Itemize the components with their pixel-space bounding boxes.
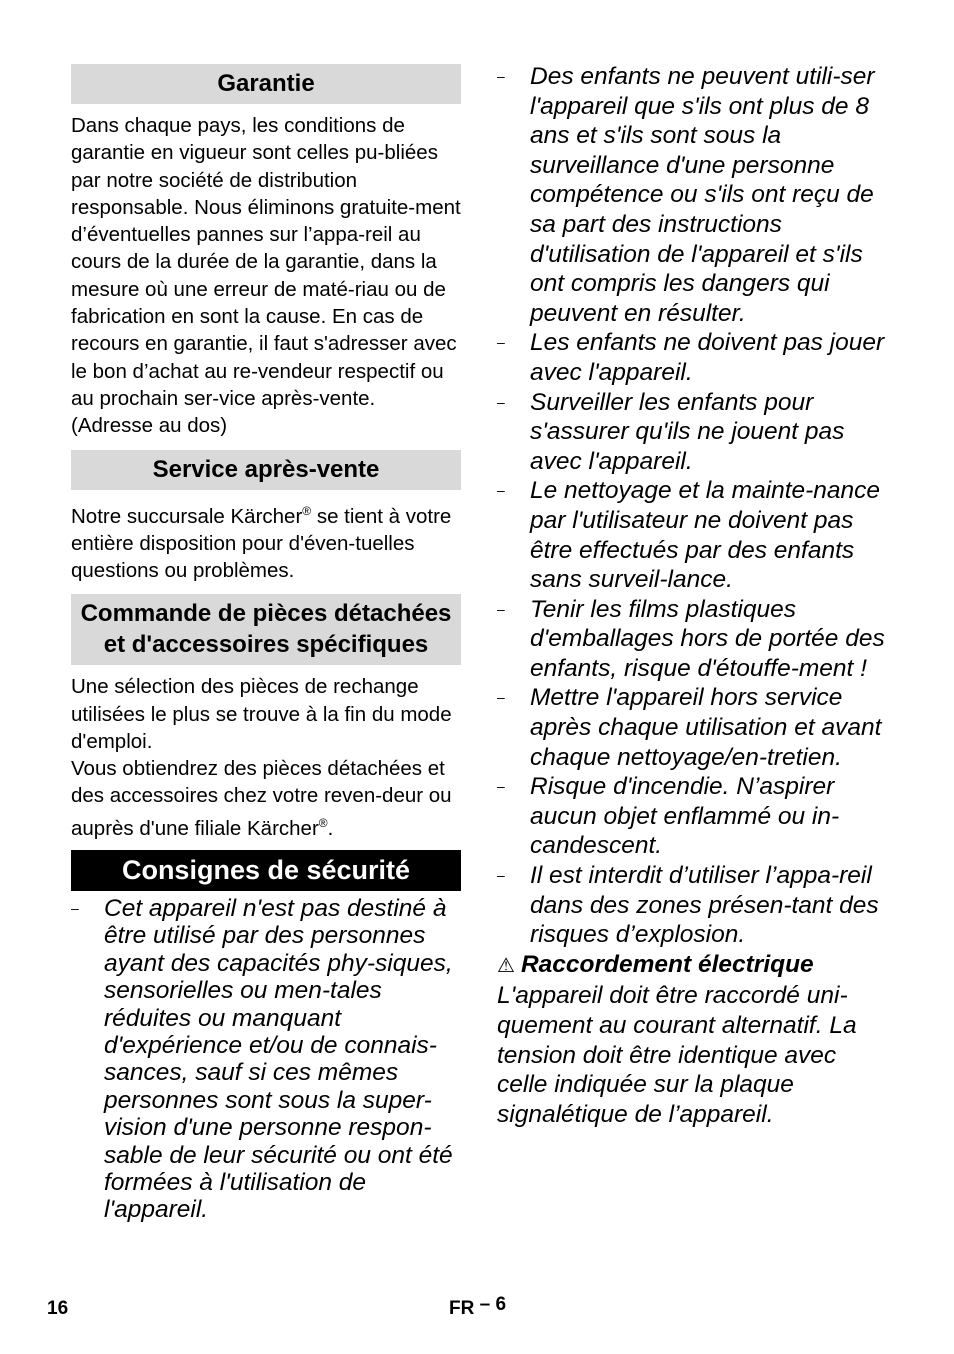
- dash-icon: –: [497, 68, 505, 84]
- dash-icon: –: [497, 689, 505, 706]
- page-number: 16: [47, 1298, 69, 1319]
- dash-icon: –: [497, 778, 505, 795]
- dash-icon: –: [497, 482, 505, 499]
- dash-icon: –: [497, 600, 505, 617]
- consignes-list: [71, 895, 461, 1224]
- list-item: – Les enfants ne doivent pas jouer avec l'appareil.: [497, 329, 885, 386]
- list-item: – Il est interdit d’utiliser l’appa-reil dans des zones présen-tant des risques d’explosion.: [497, 862, 879, 949]
- section-title-consignes: Consignes de sécurité: [71, 850, 461, 891]
- garantie-text: Dans chaque pays, les conditions de garantie en vigueur sont celles pu-bliées par notre société de distribution responsable. Nous éliminons gratuite-ment d’éventuelles pannes sur l’appa-reil au cours de la durée de la garantie, dans la mesure où une erreur de maté-riau ou de fabrication en sont la cause. En cas de recours en garantie, il faut s'adresser avec le bon d’achat au re-vendeur respectif ou au prochain ser-vice après-vente.: [71, 114, 461, 410]
- dash-icon: –: [71, 899, 79, 916]
- dash-icon: –: [497, 334, 505, 351]
- safety-list: [497, 62, 892, 950]
- list-item: – Mettre l'appareil hors service après chaque utilisation et avant chaque nettoyage/en-tretien.: [497, 684, 882, 771]
- electric-text: L'appareil doit être raccordé uni-quement au courant alternatif. La tension doit être identique avec celle indiquée sur la plaque signalétique de l’appareil.: [497, 982, 857, 1128]
- dash-icon: –: [497, 867, 505, 884]
- garantie-address: (Adresse au dos): [71, 414, 228, 438]
- warning-icon: ⚠: [497, 954, 515, 977]
- list-item: – Surveiller les enfants pour s'assurer qu'ils ne jouent pas avec l'appareil.: [497, 388, 845, 475]
- commande-text-1: Une sélection des pièces de rechange utilisées le plus se trouve à la fin du mode d'emploi.: [71, 675, 452, 753]
- electric-title: ⚠ Raccordement électrique: [497, 950, 814, 978]
- section-title-commande: Commande de pièces détachées et d'accessoires spécifiques: [71, 594, 461, 665]
- footer-lang: FR – 6: [449, 1294, 507, 1319]
- list-item: – Des enfants ne peuvent utili-ser l'appareil que s'ils ont plus de 8 ans et s'ils sont sous la surveillance d'une personne compétence ou s'ils ont reçu de sa part des instructions d'utilisation de l'appareil et s'ils ont compris les dangers qui peuvent en résulter.: [497, 63, 875, 327]
- list-item: – Tenir les films plastiques d'emballages hors de portée des enfants, risque d'étouffe-ment !: [497, 595, 885, 682]
- list-item: – Le nettoyage et la mainte-nance par l'utilisateur ne doivent pas être effectués par des enfants sans surveil-lance.: [497, 477, 881, 594]
- dash-icon: –: [497, 393, 505, 410]
- section-title-service: Service après-vente: [71, 450, 461, 490]
- list-item: – Cet appareil n'est pas destiné à être utilisé par des personnes ayant des capacités phy-siques, sensorielles ou men-tales réduites ou manquant d'expérience et/ou de connais-sances, sauf si ces mêmes personnes sont sous la super-vision d'une personne respon-sable de leur sécurité ou ont été formées à l'utilisation de l'appareil.: [71, 894, 453, 1224]
- list-item: – Risque d'incendie. N’aspirer aucun objet enflammé ou in-candescent.: [497, 773, 840, 860]
- service-text: Notre succursale Kärcher® se tient à votre entière disposition pour d'éven-tuelles questions ou problèmes.: [71, 503, 452, 582]
- section-title-garantie: Garantie: [71, 64, 461, 104]
- commande-text-2: Vous obtiendrez des pièces détachées et des accessoires chez votre reven-deur ou auprès d'une filiale Kärcher®.: [71, 757, 452, 840]
- left-column: [71, 64, 461, 1224]
- right-column: [497, 58, 892, 1129]
